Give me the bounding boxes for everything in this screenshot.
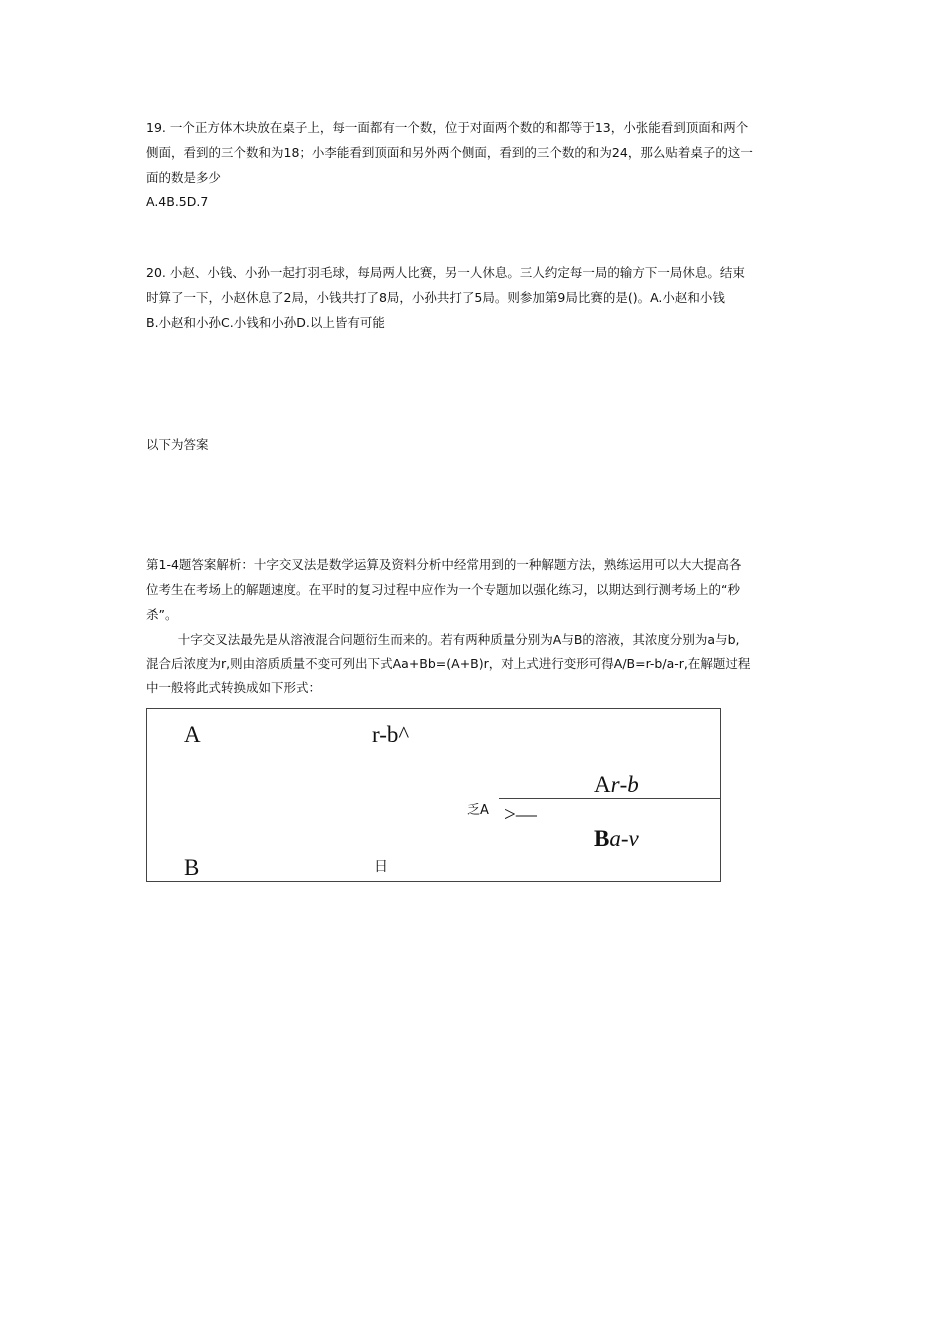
diagram-ratio-top-a: A <box>594 772 611 797</box>
diagram-ratio-bottom-b: B <box>594 826 610 851</box>
diagram-ratio-bottom-dash: - <box>620 826 629 851</box>
diagram-divider-line <box>499 798 721 799</box>
diagram-ratio-top <box>594 773 639 796</box>
explanation-p2-line-3: 中一般将此式转换成如下形式： <box>146 680 322 695</box>
explanation-p2-line-1: 十字交叉法最先是从溶液混合问题衍生而来的。若有两种质量分别为A与B的溶液，其浓度分别为a与b, <box>146 632 740 647</box>
diagram-ratio-bottom-v: v <box>628 826 639 851</box>
question-19-options: A.4B.5D.7 <box>146 194 209 209</box>
question-20-line-3: B.小赵和小孙C.小钱和小孙D.以上皆有可能 <box>146 315 385 330</box>
explanation-p1-line-1: 第1-4题答案解析：十字交叉法是数学运算及资料分析中经常用到的一种解题方法，熟练运用可以大大提高各 <box>146 557 742 572</box>
answer-heading: 以下为答案 <box>146 437 209 452</box>
diagram-ratio-top-b: b <box>627 772 639 797</box>
question-19-line-3: 面的数是多少 <box>146 170 222 185</box>
question-20-line-1: 20. 小赵、小钱、小孙一起打羽毛球，每局两人比赛，另一人休息。三人约定每一局的输方下一局休息。结束 <box>146 265 745 280</box>
diagram-mid-char: 乏A <box>467 803 489 818</box>
diagram-label-a: A <box>184 722 201 747</box>
explanation-p2-line-2: 混合后浓度为r,则由溶质质量不变可列出下式Aa+Bb=(A+B)r，对上式进行变形可得A/B=r-b/a-r,在解题过程 <box>146 656 751 671</box>
explanation-p1-line-3: 杀”。 <box>146 607 178 622</box>
diagram-bottom-char: 日 <box>374 859 388 875</box>
question-19-line-2: 侧面，看到的三个数和为18；小李能看到顶面和另外两个侧面，看到的三个数的和为24，那么贴着桌子的这一 <box>146 145 753 160</box>
diagram-label-b: B <box>184 855 200 880</box>
explanation-p1-line-2: 位考生在考场上的解题速度。在平时的复习过程中应作为一个专题加以强化练习，以期达到行测考场上的“秒 <box>146 582 740 597</box>
diagram-ratio-top-dash: - <box>619 772 628 797</box>
question-20-line-2: 时算了一下，小赵休息了2局，小钱共打了8局，小孙共打了5局。则参加第9局比赛的是()。A.小赵和小钱 <box>146 290 725 305</box>
diagram-ratio-bottom <box>594 827 639 850</box>
cross-method-diagram <box>146 708 721 882</box>
diagram-arrow: >— <box>504 802 537 826</box>
diagram-ratio-top-r: r <box>610 772 620 797</box>
diagram-ratio-bottom-a: a <box>609 826 621 851</box>
question-19-line-1: 19. 一个正方体木块放在桌子上，每一面都有一个数，位于对面两个数的和都等于13，小张能看到顶面和两个 <box>146 120 749 135</box>
diagram-top-expression: r-b^ <box>372 722 410 747</box>
